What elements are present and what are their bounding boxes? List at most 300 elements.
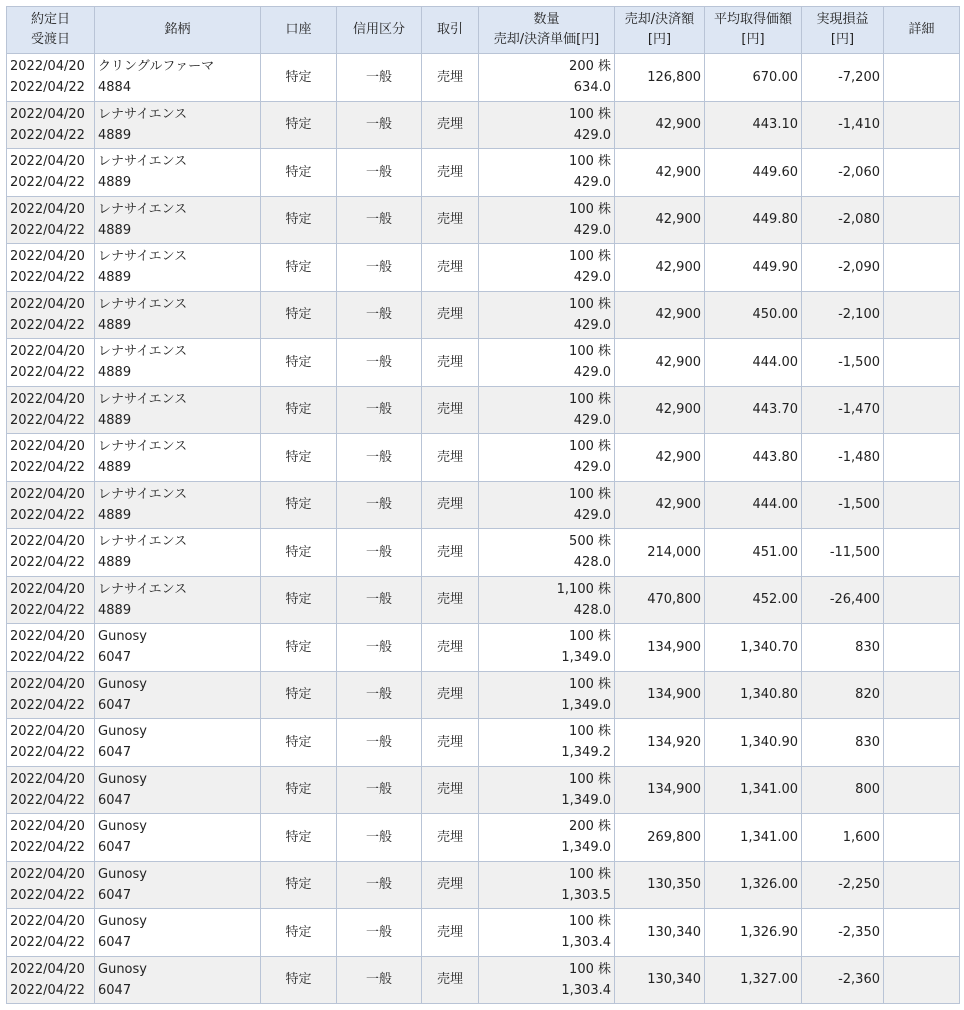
- detail-cell: [884, 196, 960, 244]
- table-row: [7, 814, 960, 862]
- table-row: [7, 434, 960, 482]
- realized-pl-cell: -1,410: [802, 101, 884, 149]
- transaction-cell: 売埋: [422, 529, 479, 577]
- quantity-cell: [479, 434, 615, 482]
- header-amount-unit: [円]: [647, 32, 672, 47]
- margin-type-cell: 一般: [337, 386, 422, 434]
- quantity: 200 株: [569, 59, 611, 75]
- margin-type-cell: 一般: [337, 814, 422, 862]
- quantity-cell: [479, 339, 615, 387]
- table-row: [7, 54, 960, 102]
- avg-cost-cell: 1,341.00: [705, 814, 802, 862]
- avg-cost-cell: 450.00: [705, 291, 802, 339]
- quantity-cell: [479, 244, 615, 292]
- amount-cell: 134,900: [615, 671, 705, 719]
- amount-cell: 269,800: [615, 814, 705, 862]
- transaction-cell: 売埋: [422, 339, 479, 387]
- account-cell: 特定: [261, 196, 337, 244]
- amount-cell: 134,900: [615, 766, 705, 814]
- quantity-cell: [479, 529, 615, 577]
- margin-type-cell: 一般: [337, 576, 422, 624]
- trade-date: 2022/04/20: [10, 914, 85, 930]
- amount-cell: 214,000: [615, 529, 705, 577]
- stock-cell: [95, 624, 261, 672]
- detail-cell: [884, 291, 960, 339]
- header-detail: 詳細: [884, 7, 960, 54]
- quantity: 100 株: [569, 296, 611, 312]
- stock-code: 6047: [98, 982, 132, 998]
- transaction-cell: 売埋: [422, 956, 479, 1004]
- account-cell: 特定: [261, 149, 337, 197]
- amount-cell: 42,900: [615, 244, 705, 292]
- stock-code: 4889: [98, 507, 132, 523]
- trade-date: 2022/04/20: [10, 771, 85, 787]
- settle-date: 2022/04/22: [10, 555, 85, 571]
- unit-price: 429.0: [573, 127, 611, 143]
- header-quantity: [479, 7, 615, 54]
- stock-name: レナサイエンス: [98, 486, 188, 502]
- stock-cell: [95, 719, 261, 767]
- stock-code: 6047: [98, 792, 132, 808]
- stock-name: レナサイエンス: [98, 249, 188, 265]
- trade-date: 2022/04/20: [10, 391, 85, 407]
- quantity-cell: [479, 814, 615, 862]
- transaction-cell: 売埋: [422, 149, 479, 197]
- account-cell: 特定: [261, 434, 337, 482]
- account-cell: 特定: [261, 339, 337, 387]
- stock-code: 4889: [98, 127, 132, 143]
- avg-cost-cell: 1,341.00: [705, 766, 802, 814]
- realized-pl-table: [6, 6, 960, 1004]
- stock-code: 6047: [98, 887, 132, 903]
- trade-date: 2022/04/20: [10, 439, 85, 455]
- stock-name: Gunosy: [98, 629, 147, 645]
- trade-date: 2022/04/20: [10, 486, 85, 502]
- quantity: 500 株: [569, 534, 611, 550]
- table-row: [7, 481, 960, 529]
- quantity-cell: [479, 196, 615, 244]
- settle-date: 2022/04/22: [10, 270, 85, 286]
- dates-cell: [7, 909, 95, 957]
- settle-date: 2022/04/22: [10, 697, 85, 713]
- transaction-cell: 売埋: [422, 434, 479, 482]
- stock-code: 4884: [98, 80, 132, 96]
- settle-date: 2022/04/22: [10, 650, 85, 666]
- avg-cost-cell: 1,327.00: [705, 956, 802, 1004]
- header-avg-cost: [705, 7, 802, 54]
- account-cell: 特定: [261, 624, 337, 672]
- detail-cell: [884, 481, 960, 529]
- stock-name: Gunosy: [98, 819, 147, 835]
- amount-cell: 130,340: [615, 956, 705, 1004]
- stock-cell: [95, 291, 261, 339]
- unit-price: 1,349.0: [561, 792, 611, 808]
- realized-pl-cell: 830: [802, 719, 884, 767]
- header-transaction: 取引: [422, 7, 479, 54]
- dates-cell: [7, 434, 95, 482]
- trade-date: 2022/04/20: [10, 59, 85, 75]
- stock-name: レナサイエンス: [98, 296, 188, 312]
- detail-cell: [884, 434, 960, 482]
- transaction-cell: 売埋: [422, 766, 479, 814]
- dates-cell: [7, 719, 95, 767]
- quantity: 100 株: [569, 771, 611, 787]
- table-row: [7, 766, 960, 814]
- settle-date: 2022/04/22: [10, 80, 85, 96]
- trade-date: 2022/04/20: [10, 961, 85, 977]
- avg-cost-cell: 444.00: [705, 339, 802, 387]
- dates-cell: [7, 149, 95, 197]
- margin-type-cell: 一般: [337, 909, 422, 957]
- quantity: 100 株: [569, 914, 611, 930]
- stock-code: 6047: [98, 697, 132, 713]
- quantity: 1,100 株: [556, 581, 611, 597]
- table-row: [7, 861, 960, 909]
- transaction-cell: 売埋: [422, 386, 479, 434]
- stock-name: レナサイエンス: [98, 439, 188, 455]
- transaction-cell: 売埋: [422, 576, 479, 624]
- header-amount: [615, 7, 705, 54]
- amount-cell: 42,900: [615, 434, 705, 482]
- settle-date: 2022/04/22: [10, 840, 85, 856]
- stock-name: Gunosy: [98, 676, 147, 692]
- trade-date: 2022/04/20: [10, 629, 85, 645]
- settle-date: 2022/04/22: [10, 887, 85, 903]
- unit-price: 429.0: [573, 412, 611, 428]
- transaction-cell: 売埋: [422, 291, 479, 339]
- amount-cell: 126,800: [615, 54, 705, 102]
- header-realized-pl: [802, 7, 884, 54]
- detail-cell: [884, 909, 960, 957]
- dates-cell: [7, 576, 95, 624]
- stock-cell: [95, 814, 261, 862]
- stock-code: 4889: [98, 270, 132, 286]
- stock-name: レナサイエンス: [98, 154, 188, 170]
- trade-date: 2022/04/20: [10, 819, 85, 835]
- avg-cost-cell: 452.00: [705, 576, 802, 624]
- realized-pl-cell: -11,500: [802, 529, 884, 577]
- realized-pl-cell: 800: [802, 766, 884, 814]
- header-stock: 銘柄: [95, 7, 261, 54]
- realized-pl-cell: -1,500: [802, 481, 884, 529]
- stock-cell: [95, 909, 261, 957]
- quantity: 100 株: [569, 249, 611, 265]
- margin-type-cell: 一般: [337, 339, 422, 387]
- quantity: 100 株: [569, 344, 611, 360]
- settle-date: 2022/04/22: [10, 412, 85, 428]
- account-cell: 特定: [261, 861, 337, 909]
- stock-code: 4889: [98, 317, 132, 333]
- stock-code: 6047: [98, 745, 132, 761]
- quantity-cell: [479, 671, 615, 719]
- realized-pl-cell: -2,360: [802, 956, 884, 1004]
- avg-cost-cell: 1,326.00: [705, 861, 802, 909]
- table-row: [7, 291, 960, 339]
- trade-date: 2022/04/20: [10, 676, 85, 692]
- realized-pl-cell: -2,350: [802, 909, 884, 957]
- transaction-cell: 売埋: [422, 101, 479, 149]
- avg-cost-cell: 449.60: [705, 149, 802, 197]
- dates-cell: [7, 244, 95, 292]
- settle-date: 2022/04/22: [10, 317, 85, 333]
- detail-cell: [884, 576, 960, 624]
- quantity-cell: [479, 149, 615, 197]
- account-cell: 特定: [261, 956, 337, 1004]
- transaction-cell: 売埋: [422, 861, 479, 909]
- avg-cost-cell: 1,340.80: [705, 671, 802, 719]
- realized-pl-cell: 820: [802, 671, 884, 719]
- transaction-cell: 売埋: [422, 624, 479, 672]
- unit-price: 1,349.0: [561, 650, 611, 666]
- unit-price: 429.0: [573, 222, 611, 238]
- stock-name: Gunosy: [98, 961, 147, 977]
- stock-code: 4889: [98, 365, 132, 381]
- amount-cell: 42,900: [615, 291, 705, 339]
- unit-price: 429.0: [573, 175, 611, 191]
- table-row: [7, 909, 960, 957]
- stock-cell: [95, 54, 261, 102]
- transaction-cell: 売埋: [422, 671, 479, 719]
- margin-type-cell: 一般: [337, 719, 422, 767]
- account-cell: 特定: [261, 386, 337, 434]
- trade-date: 2022/04/20: [10, 534, 85, 550]
- header-dates: [7, 7, 95, 54]
- detail-cell: [884, 54, 960, 102]
- dates-cell: [7, 196, 95, 244]
- stock-name: レナサイエンス: [98, 391, 188, 407]
- detail-cell: [884, 624, 960, 672]
- trade-date: 2022/04/20: [10, 866, 85, 882]
- quantity-cell: [479, 909, 615, 957]
- dates-cell: [7, 339, 95, 387]
- account-cell: 特定: [261, 814, 337, 862]
- unit-price: 428.0: [573, 555, 611, 571]
- realized-pl-cell: -2,100: [802, 291, 884, 339]
- realized-pl-cell: -7,200: [802, 54, 884, 102]
- detail-cell: [884, 339, 960, 387]
- quantity-cell: [479, 291, 615, 339]
- settle-date: 2022/04/22: [10, 127, 85, 143]
- account-cell: 特定: [261, 481, 337, 529]
- amount-cell: 42,900: [615, 149, 705, 197]
- stock-name: レナサイエンス: [98, 581, 188, 597]
- transaction-cell: 売埋: [422, 196, 479, 244]
- margin-type-cell: 一般: [337, 956, 422, 1004]
- detail-cell: [884, 149, 960, 197]
- avg-cost-cell: 1,340.90: [705, 719, 802, 767]
- avg-cost-cell: 443.80: [705, 434, 802, 482]
- dates-cell: [7, 814, 95, 862]
- table-row: [7, 386, 960, 434]
- margin-type-cell: 一般: [337, 291, 422, 339]
- account-cell: 特定: [261, 101, 337, 149]
- stock-name: クリングルファーマ: [98, 59, 215, 75]
- stock-cell: [95, 766, 261, 814]
- realized-pl-cell: 1,600: [802, 814, 884, 862]
- settle-date: 2022/04/22: [10, 365, 85, 381]
- margin-type-cell: 一般: [337, 766, 422, 814]
- detail-cell: [884, 861, 960, 909]
- table-row: [7, 149, 960, 197]
- margin-type-cell: 一般: [337, 481, 422, 529]
- stock-code: 4889: [98, 175, 132, 191]
- stock-cell: [95, 101, 261, 149]
- amount-cell: 130,340: [615, 909, 705, 957]
- amount-cell: 42,900: [615, 101, 705, 149]
- quantity: 100 株: [569, 154, 611, 170]
- account-cell: 特定: [261, 54, 337, 102]
- detail-cell: [884, 719, 960, 767]
- account-cell: 特定: [261, 719, 337, 767]
- table-row: [7, 719, 960, 767]
- stock-code: 4889: [98, 602, 132, 618]
- stock-code: 6047: [98, 935, 132, 951]
- stock-cell: [95, 434, 261, 482]
- table-row: [7, 196, 960, 244]
- quantity: 100 株: [569, 866, 611, 882]
- dates-cell: [7, 54, 95, 102]
- realized-pl-cell: -1,480: [802, 434, 884, 482]
- header-account: 口座: [261, 7, 337, 54]
- stock-code: 4889: [98, 412, 132, 428]
- quantity: 200 株: [569, 819, 611, 835]
- stock-name: レナサイエンス: [98, 201, 188, 217]
- quantity: 100 株: [569, 201, 611, 217]
- realized-pl-cell: -2,250: [802, 861, 884, 909]
- realized-pl-cell: -2,080: [802, 196, 884, 244]
- detail-cell: [884, 244, 960, 292]
- stock-cell: [95, 671, 261, 719]
- dates-cell: [7, 766, 95, 814]
- trade-date: 2022/04/20: [10, 201, 85, 217]
- realized-pl-cell: -2,060: [802, 149, 884, 197]
- unit-price: 429.0: [573, 317, 611, 333]
- amount-cell: 42,900: [615, 196, 705, 244]
- detail-cell: [884, 101, 960, 149]
- stock-cell: [95, 386, 261, 434]
- unit-price: 1,303.5: [561, 887, 611, 903]
- table-row: [7, 244, 960, 292]
- account-cell: 特定: [261, 529, 337, 577]
- settle-date: 2022/04/22: [10, 745, 85, 761]
- header-settle-date: 受渡日: [30, 32, 70, 47]
- margin-type-cell: 一般: [337, 671, 422, 719]
- avg-cost-cell: 449.80: [705, 196, 802, 244]
- trade-date: 2022/04/20: [10, 249, 85, 265]
- trade-date: 2022/04/20: [10, 296, 85, 312]
- unit-price: 429.0: [573, 365, 611, 381]
- quantity-cell: [479, 766, 615, 814]
- realized-pl-cell: -2,090: [802, 244, 884, 292]
- amount-cell: 134,920: [615, 719, 705, 767]
- quantity-cell: [479, 576, 615, 624]
- dates-cell: [7, 671, 95, 719]
- trade-date: 2022/04/20: [10, 154, 85, 170]
- header-trade-date: 約定日: [30, 12, 70, 27]
- quantity: 100 株: [569, 676, 611, 692]
- quantity: 100 株: [569, 724, 611, 740]
- header-quantity-label: 数量: [533, 12, 560, 27]
- table-row: [7, 529, 960, 577]
- settle-date: 2022/04/22: [10, 222, 85, 238]
- header-avg-cost-unit: [円]: [741, 32, 765, 47]
- amount-cell: 130,350: [615, 861, 705, 909]
- table-row: [7, 624, 960, 672]
- detail-cell: [884, 766, 960, 814]
- detail-cell: [884, 386, 960, 434]
- dates-cell: [7, 101, 95, 149]
- dates-cell: [7, 291, 95, 339]
- unit-price: 1,349.2: [561, 745, 611, 761]
- account-cell: 特定: [261, 576, 337, 624]
- dates-cell: [7, 386, 95, 434]
- quantity-cell: [479, 956, 615, 1004]
- avg-cost-cell: 449.90: [705, 244, 802, 292]
- table-row: [7, 339, 960, 387]
- stock-cell: [95, 576, 261, 624]
- dates-cell: [7, 481, 95, 529]
- stock-cell: [95, 149, 261, 197]
- amount-cell: 42,900: [615, 339, 705, 387]
- detail-cell: [884, 814, 960, 862]
- table-row: [7, 956, 960, 1004]
- margin-type-cell: 一般: [337, 529, 422, 577]
- quantity-cell: [479, 481, 615, 529]
- stock-name: レナサイエンス: [98, 106, 188, 122]
- dates-cell: [7, 529, 95, 577]
- table-body: [7, 54, 960, 1004]
- unit-price: 634.0: [573, 80, 611, 96]
- margin-type-cell: 一般: [337, 624, 422, 672]
- amount-cell: 42,900: [615, 386, 705, 434]
- realized-pl-cell: 830: [802, 624, 884, 672]
- transaction-cell: 売埋: [422, 719, 479, 767]
- stock-code: 4889: [98, 222, 132, 238]
- trade-date: 2022/04/20: [10, 581, 85, 597]
- stock-cell: [95, 196, 261, 244]
- avg-cost-cell: 451.00: [705, 529, 802, 577]
- stock-name: Gunosy: [98, 866, 147, 882]
- stock-cell: [95, 529, 261, 577]
- header-margin-type: 信用区分: [337, 7, 422, 54]
- amount-cell: 470,800: [615, 576, 705, 624]
- unit-price: 1,349.0: [561, 697, 611, 713]
- detail-cell: [884, 529, 960, 577]
- dates-cell: [7, 861, 95, 909]
- quantity-cell: [479, 719, 615, 767]
- transaction-cell: 売埋: [422, 481, 479, 529]
- quantity: 100 株: [569, 629, 611, 645]
- settle-date: 2022/04/22: [10, 460, 85, 476]
- bottom-cropped-strip: [0, 1004, 964, 1010]
- dates-cell: [7, 956, 95, 1004]
- transaction-cell: 売埋: [422, 244, 479, 292]
- header-realized-pl-label: 実現損益: [816, 12, 869, 27]
- stock-code: 6047: [98, 840, 132, 856]
- table-header-row: [7, 7, 960, 54]
- account-cell: 特定: [261, 766, 337, 814]
- stock-cell: [95, 339, 261, 387]
- account-cell: 特定: [261, 671, 337, 719]
- stock-code: 6047: [98, 650, 132, 666]
- realized-pl-cell: -1,500: [802, 339, 884, 387]
- realized-pl-cell: -26,400: [802, 576, 884, 624]
- margin-type-cell: 一般: [337, 434, 422, 482]
- table-row: [7, 671, 960, 719]
- account-cell: 特定: [261, 909, 337, 957]
- transaction-cell: 売埋: [422, 54, 479, 102]
- quantity-cell: [479, 54, 615, 102]
